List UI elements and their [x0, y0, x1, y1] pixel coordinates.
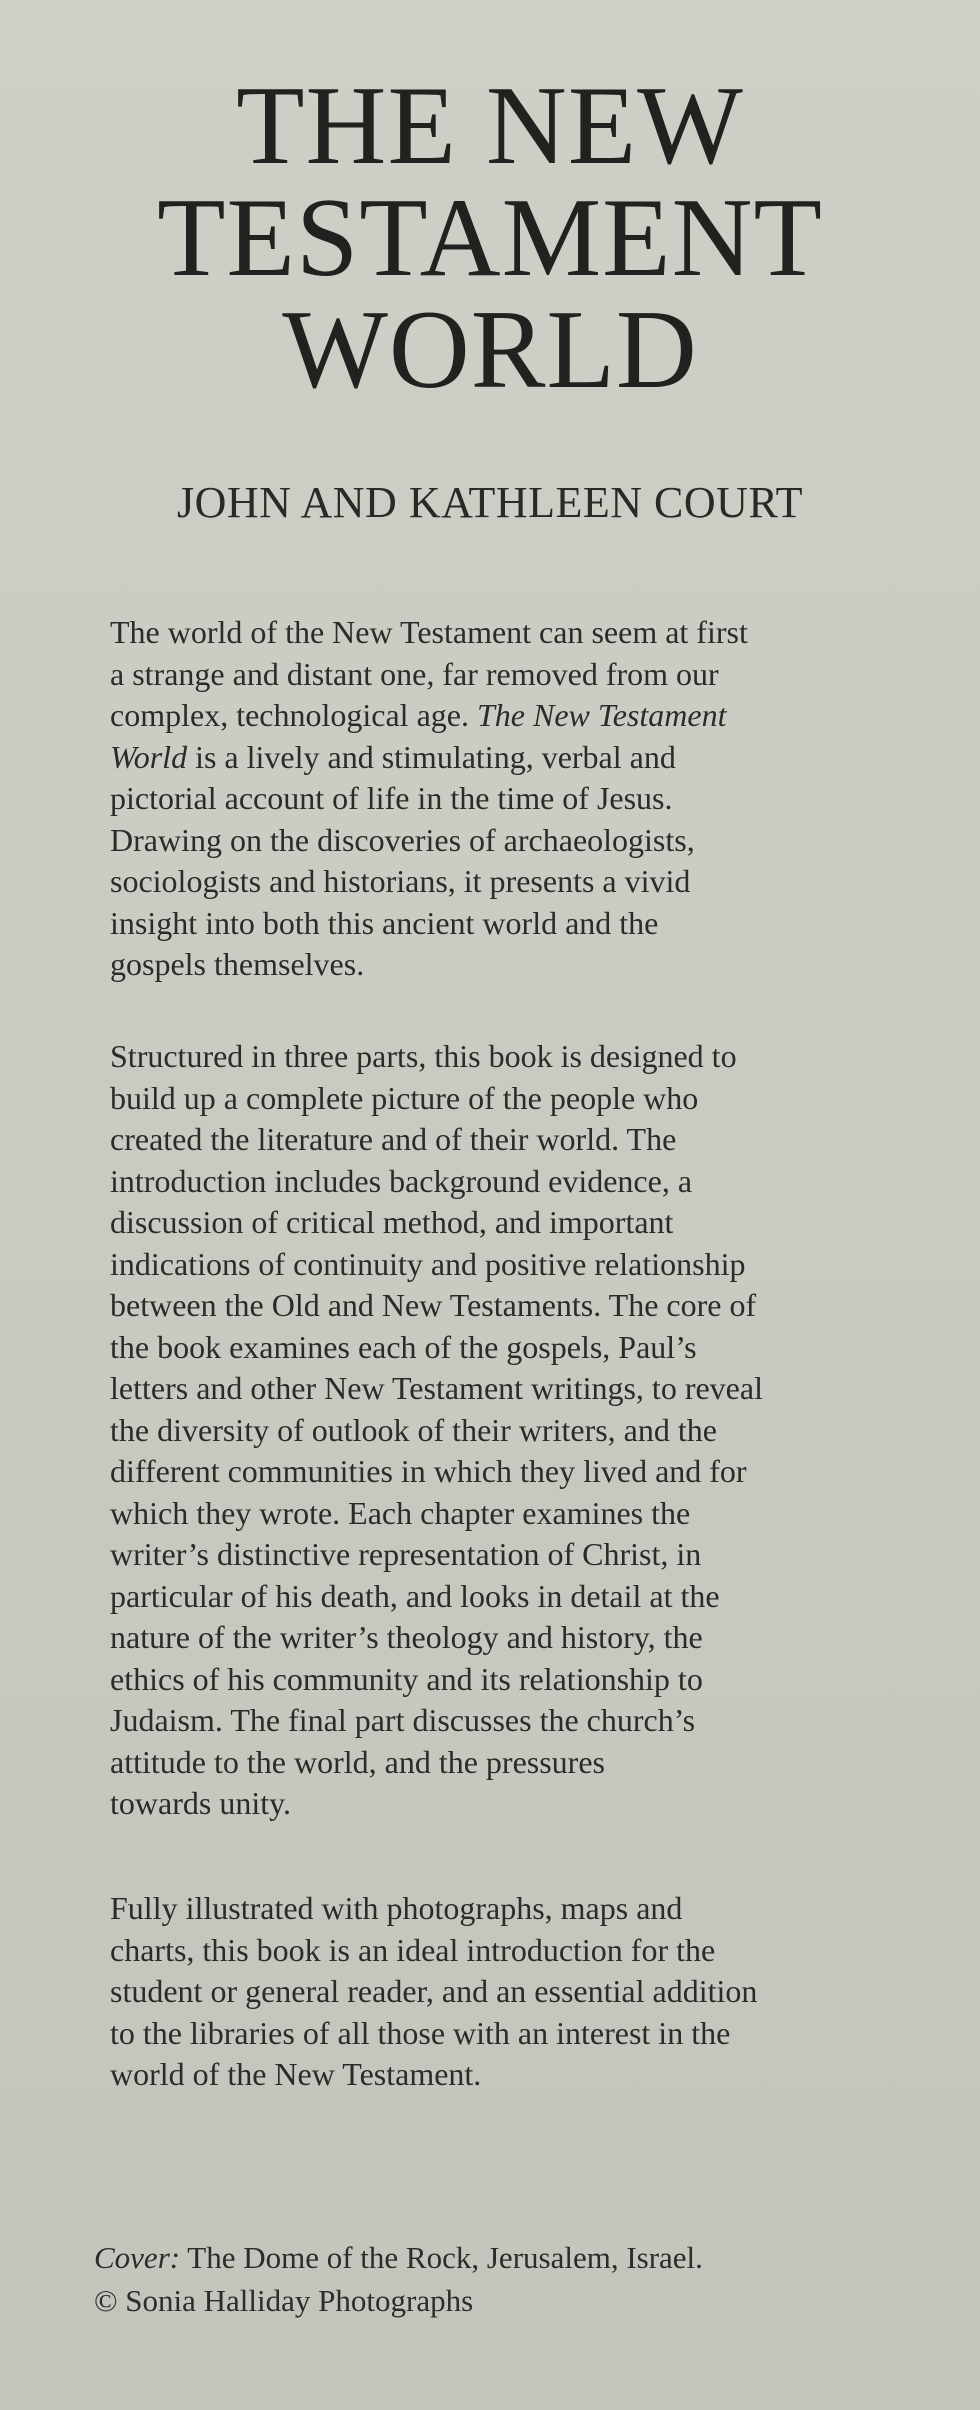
text-line: nature of the writer’s theology and history, the — [110, 1619, 703, 1655]
text-line: pictorial account of life in the time of Jesus. — [110, 780, 673, 816]
text-line: The world of the New Testament can seem at first — [110, 614, 748, 650]
blurb-paragraph-3 — [110, 1888, 890, 2096]
text-line: which they wrote. Each chapter examines the — [110, 1494, 691, 1531]
cover-label: Cover: — [94, 2240, 181, 2275]
book-title-reference: The New Testament — [476, 697, 727, 733]
text-line: introduction includes background evidence, a — [110, 1162, 693, 1199]
text-line: student or general reader, and an essential addition — [110, 1973, 758, 2009]
text-line: indications of continuity and positive relationship — [110, 1245, 746, 1282]
text-line: build up a complete picture of the people who — [110, 1079, 699, 1116]
text-line: the book examines each of the gospels, Paul’s — [110, 1328, 697, 1365]
text-line: different communities in which they lived and for — [110, 1453, 747, 1489]
blurb-paragraph-2 — [110, 1036, 890, 1825]
text-line: Structured in three parts, this book is designed to — [110, 1038, 737, 1074]
text-line — [110, 695, 890, 737]
text-line: letters and other New Testament writings, to reveal — [110, 1370, 763, 1406]
cover-credit — [94, 2236, 914, 2322]
text-line: a strange and distant one, far removed from our — [110, 655, 719, 692]
blurb-paragraph-1 — [110, 612, 890, 986]
text-line: world of the New Testament. — [110, 2056, 482, 2092]
title-line-3: WORLD — [282, 288, 698, 412]
text-line: Drawing on the discoveries of archaeologists, — [110, 821, 695, 858]
text-line: insight into both this ancient world and the — [110, 904, 659, 941]
title-line-1: THE NEW — [236, 64, 744, 188]
text-line: created the literature and of their world. The — [110, 1121, 677, 1157]
text-line: particular of his death, and looks in detail at the — [110, 1577, 720, 1614]
book-authors: JOHN AND KATHLEEN COURT — [176, 478, 804, 527]
book-title-reference: World — [110, 738, 188, 775]
text-line — [110, 737, 890, 779]
text-line: gospels themselves. — [110, 946, 365, 982]
photo-copyright: © Sonia Halliday Photographs — [94, 2283, 474, 2318]
text-line: discussion of critical method, and important — [110, 1204, 674, 1240]
text-line: between the Old and New Testaments. The core of — [110, 1287, 757, 1323]
cover-description: The Dome of the Rock, Jerusalem, Israel. — [180, 2240, 703, 2275]
text-line: to the libraries of all those with an interest in the — [110, 2014, 731, 2051]
text-line: sociologists and historians, it presents a vivid — [110, 863, 691, 899]
text-line: charts, this book is an ideal introduction for the — [110, 1931, 716, 1968]
text-line: towards unity. — [110, 1785, 292, 1821]
text-line — [94, 2236, 914, 2279]
text-line: the diversity of outlook of their writers, and the — [110, 1411, 717, 1448]
book-title — [0, 64, 980, 412]
text-line: writer’s distinctive representation of Christ, in — [110, 1536, 702, 1572]
text-line: Judaism. The final part discusses the church’s — [110, 1702, 696, 1738]
text-line: Fully illustrated with photographs, maps and — [110, 1890, 683, 1926]
text-line: attitude to the world, and the pressures — [110, 1743, 605, 1780]
title-line-2: TESTAMENT — [157, 176, 823, 300]
text-run: is a lively and stimulating, verbal and — [187, 738, 676, 775]
text-run: complex, technological age. — [110, 697, 477, 733]
text-line: ethics of his community and its relationship to — [110, 1660, 703, 1697]
